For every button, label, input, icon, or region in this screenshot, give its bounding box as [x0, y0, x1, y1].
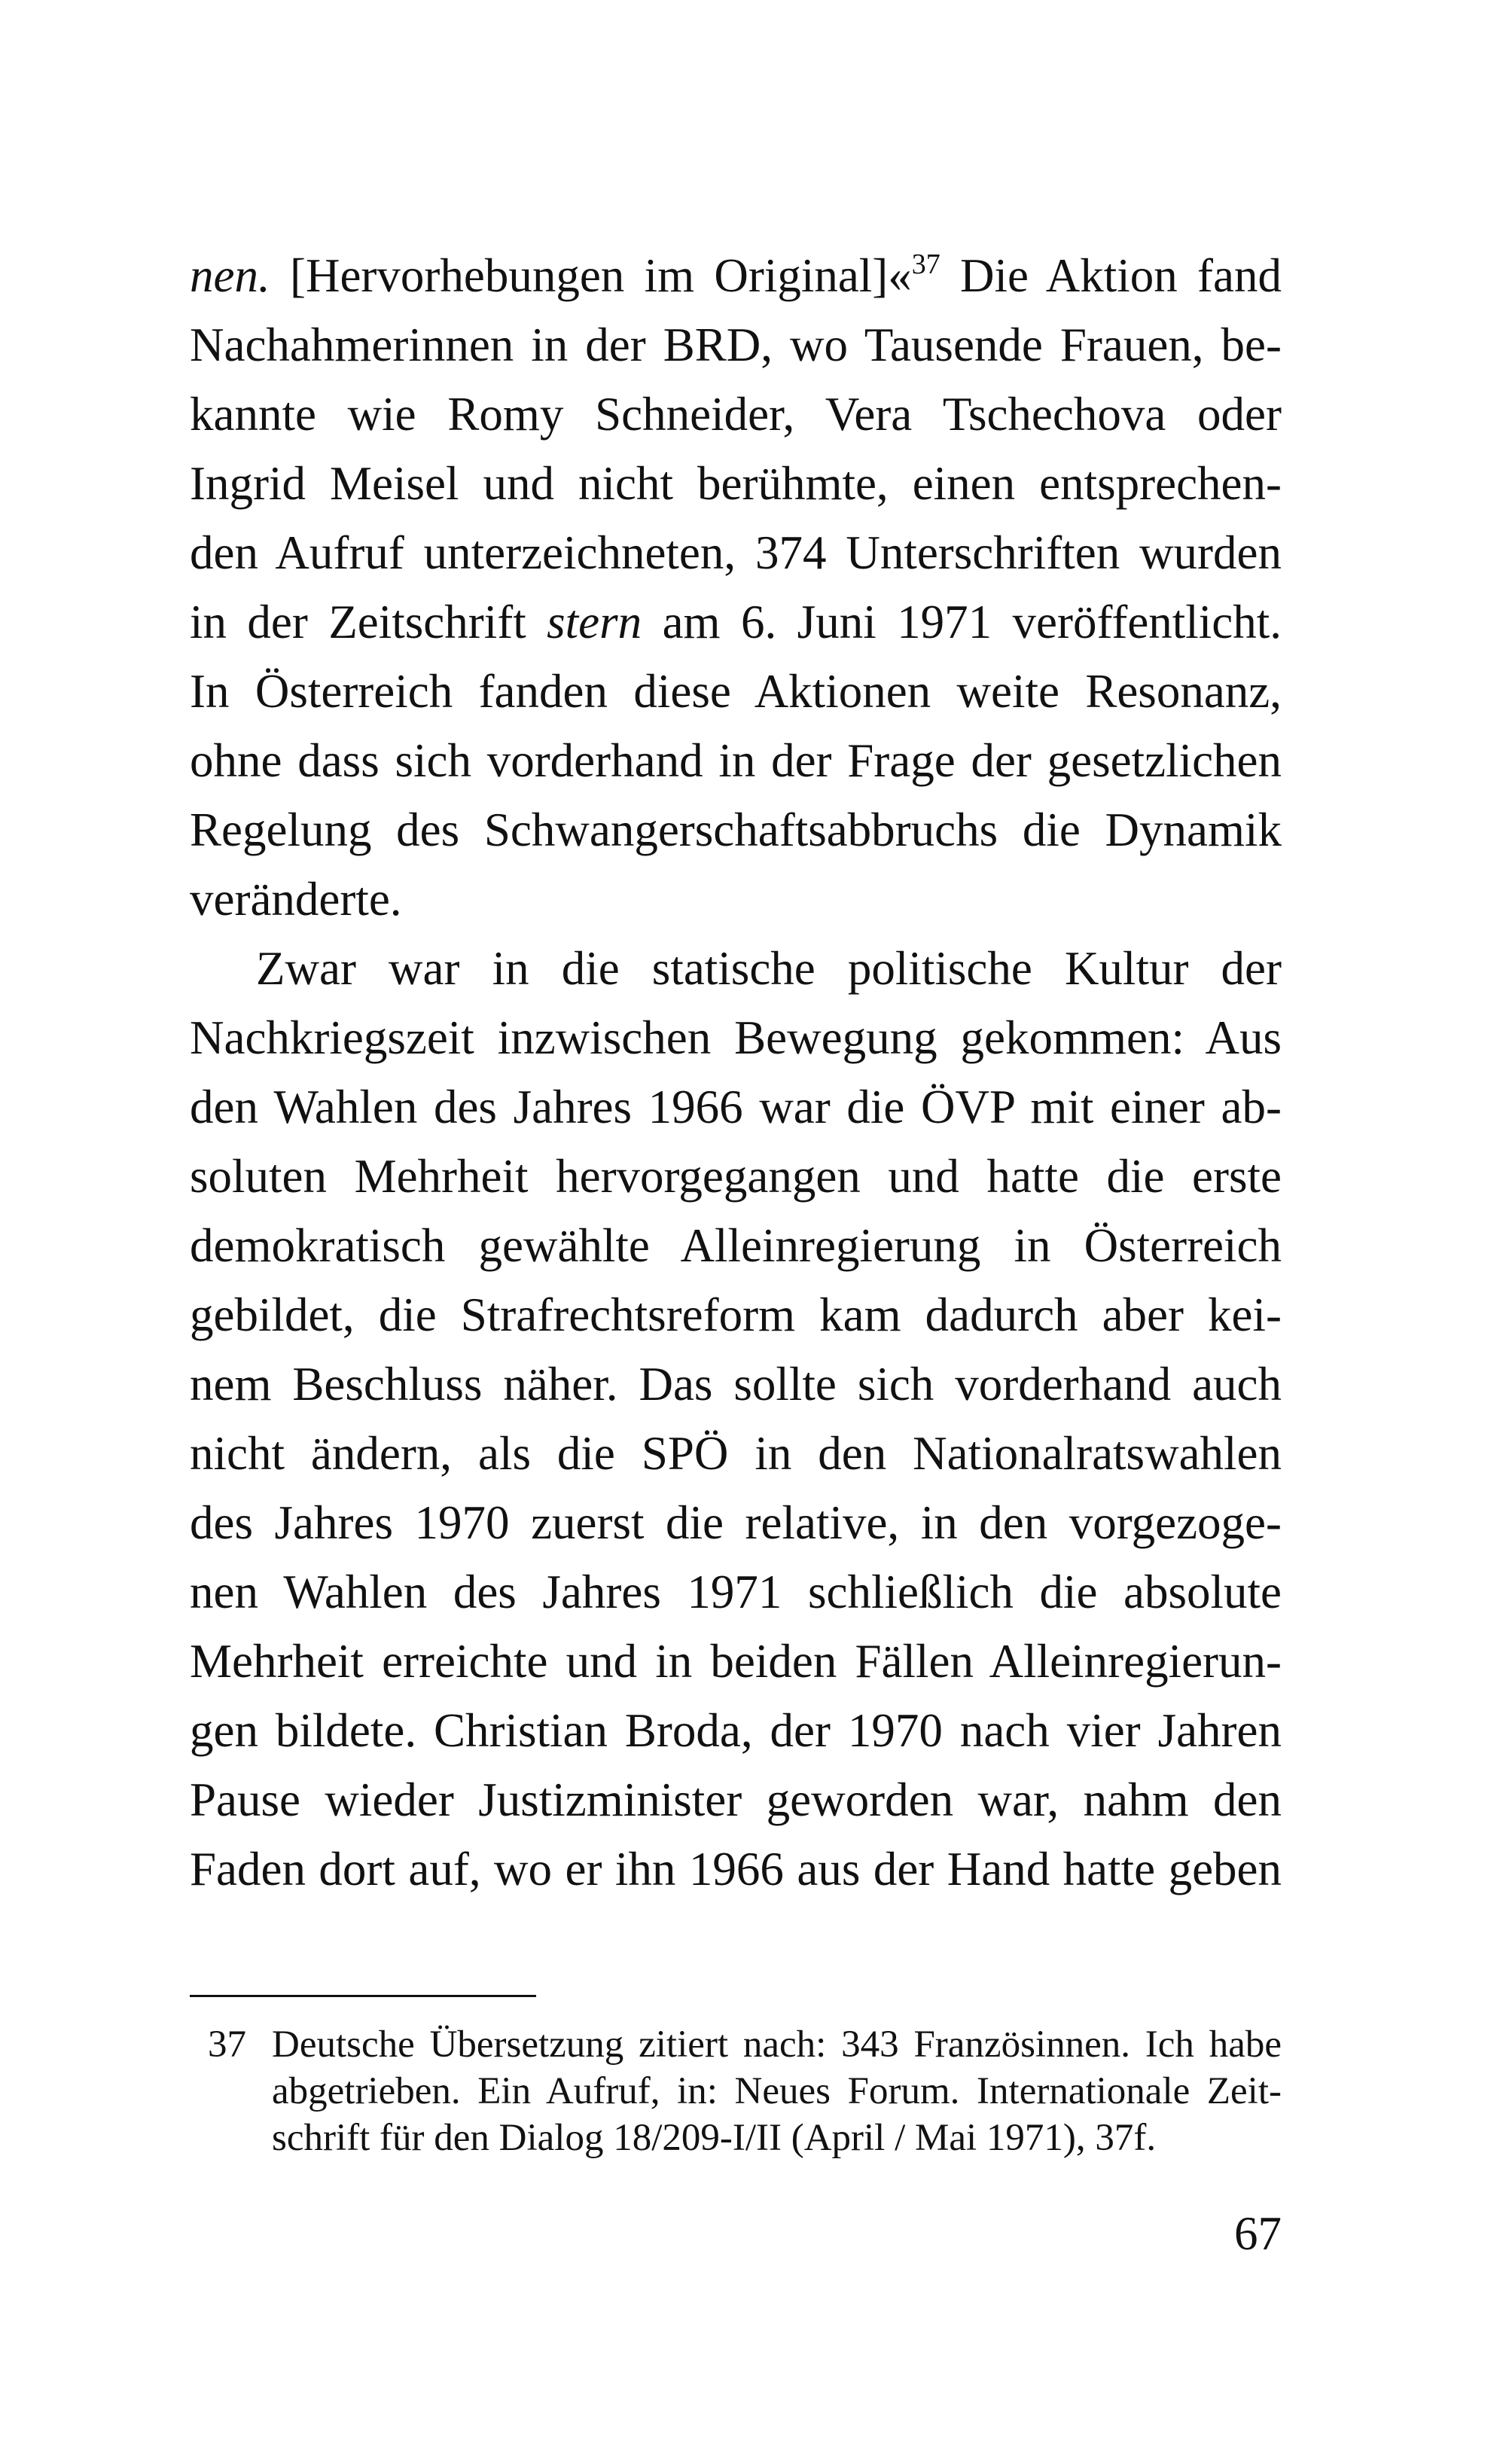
text-line: Faden dort auf, wo er ihn 1966 aus der Hand hatte geben	[190, 1843, 1282, 1895]
footnote-reference: 37	[911, 249, 940, 280]
text-line	[190, 587, 1282, 657]
text-segment: am 6. Juni 1971 veröffentlicht.	[642, 596, 1282, 648]
text-line: Nachkriegszeit inzwischen Bewegung gekommen: Aus	[190, 1011, 1282, 1064]
footnote-divider	[190, 1995, 536, 1997]
text-line: nicht ändern, als die SPÖ in den Nationalratswahlen	[190, 1427, 1282, 1480]
italic-word: stern	[547, 596, 642, 648]
text-line: des Jahres 1970 zuerst die relative, in den vorgezoge-	[190, 1496, 1282, 1549]
footnote-number: 37	[208, 2023, 246, 2066]
text-line	[190, 241, 1282, 310]
text-line: veränderte.	[190, 873, 402, 926]
text-segment: Die Aktion fand	[940, 249, 1282, 302]
text-line: Regelung des Schwangerschaftsabbruchs die Dynamik	[190, 804, 1282, 856]
text-segment: in der Zeitschrift	[190, 596, 547, 648]
italic-word: nen.	[190, 249, 270, 302]
text-line: gen bildete. Christian Broda, der 1970 nach vier Jahren	[190, 1704, 1282, 1757]
text-line: Zwar war in die statische politische Kultur der	[256, 942, 1282, 995]
text-line: ohne dass sich vorderhand in der Frage der gesetzlichen	[190, 734, 1282, 787]
text-line: nen Wahlen des Jahres 1971 schließlich die absolute	[190, 1566, 1282, 1618]
text-line: gebildet, die Strafrechtsreform kam dadurch aber kei-	[190, 1288, 1282, 1341]
text-line: den Aufruf unterzeichneten, 374 Unterschriften wurden	[190, 526, 1282, 579]
text-line: Pause wieder Justizminister geworden war, nahm den	[190, 1773, 1282, 1826]
text-line: den Wahlen des Jahres 1966 war die ÖVP mit einer ab-	[190, 1081, 1282, 1133]
footnote-line: Deutsche Übersetzung zitiert nach: 343 Französinnen. Ich habe	[272, 2023, 1282, 2066]
text-line: Mehrheit erreichte und in beiden Fällen Alleinregierun-	[190, 1635, 1282, 1688]
footnote-line: schrift für den Dialog 18/209-I/II (April / Mai 1971), 37f.	[272, 2117, 1157, 2159]
text-line: nem Beschluss näher. Das sollte sich vorderhand auch	[190, 1358, 1282, 1410]
text-segment: [Hervorhebungen im Original]«	[270, 249, 912, 302]
text-line: Nachahmerinnen in der BRD, wo Tausende Frauen, be-	[190, 319, 1282, 371]
page-number: 67	[1234, 2207, 1282, 2260]
text-line: Ingrid Meisel und nicht berühmte, einen entsprechen-	[190, 457, 1282, 510]
footnote-line: abgetrieben. Ein Aufruf, in: Neues Forum. Internationale Zeit-	[272, 2070, 1282, 2112]
text-line: soluten Mehrheit hervorgegangen und hatte die erste	[190, 1150, 1282, 1203]
text-line: demokratisch gewählte Alleinregierung in Österreich	[190, 1219, 1282, 1272]
text-line: kannte wie Romy Schneider, Vera Tschechova oder	[190, 388, 1282, 441]
text-line: In Österreich fanden diese Aktionen weite Resonanz,	[190, 665, 1282, 718]
